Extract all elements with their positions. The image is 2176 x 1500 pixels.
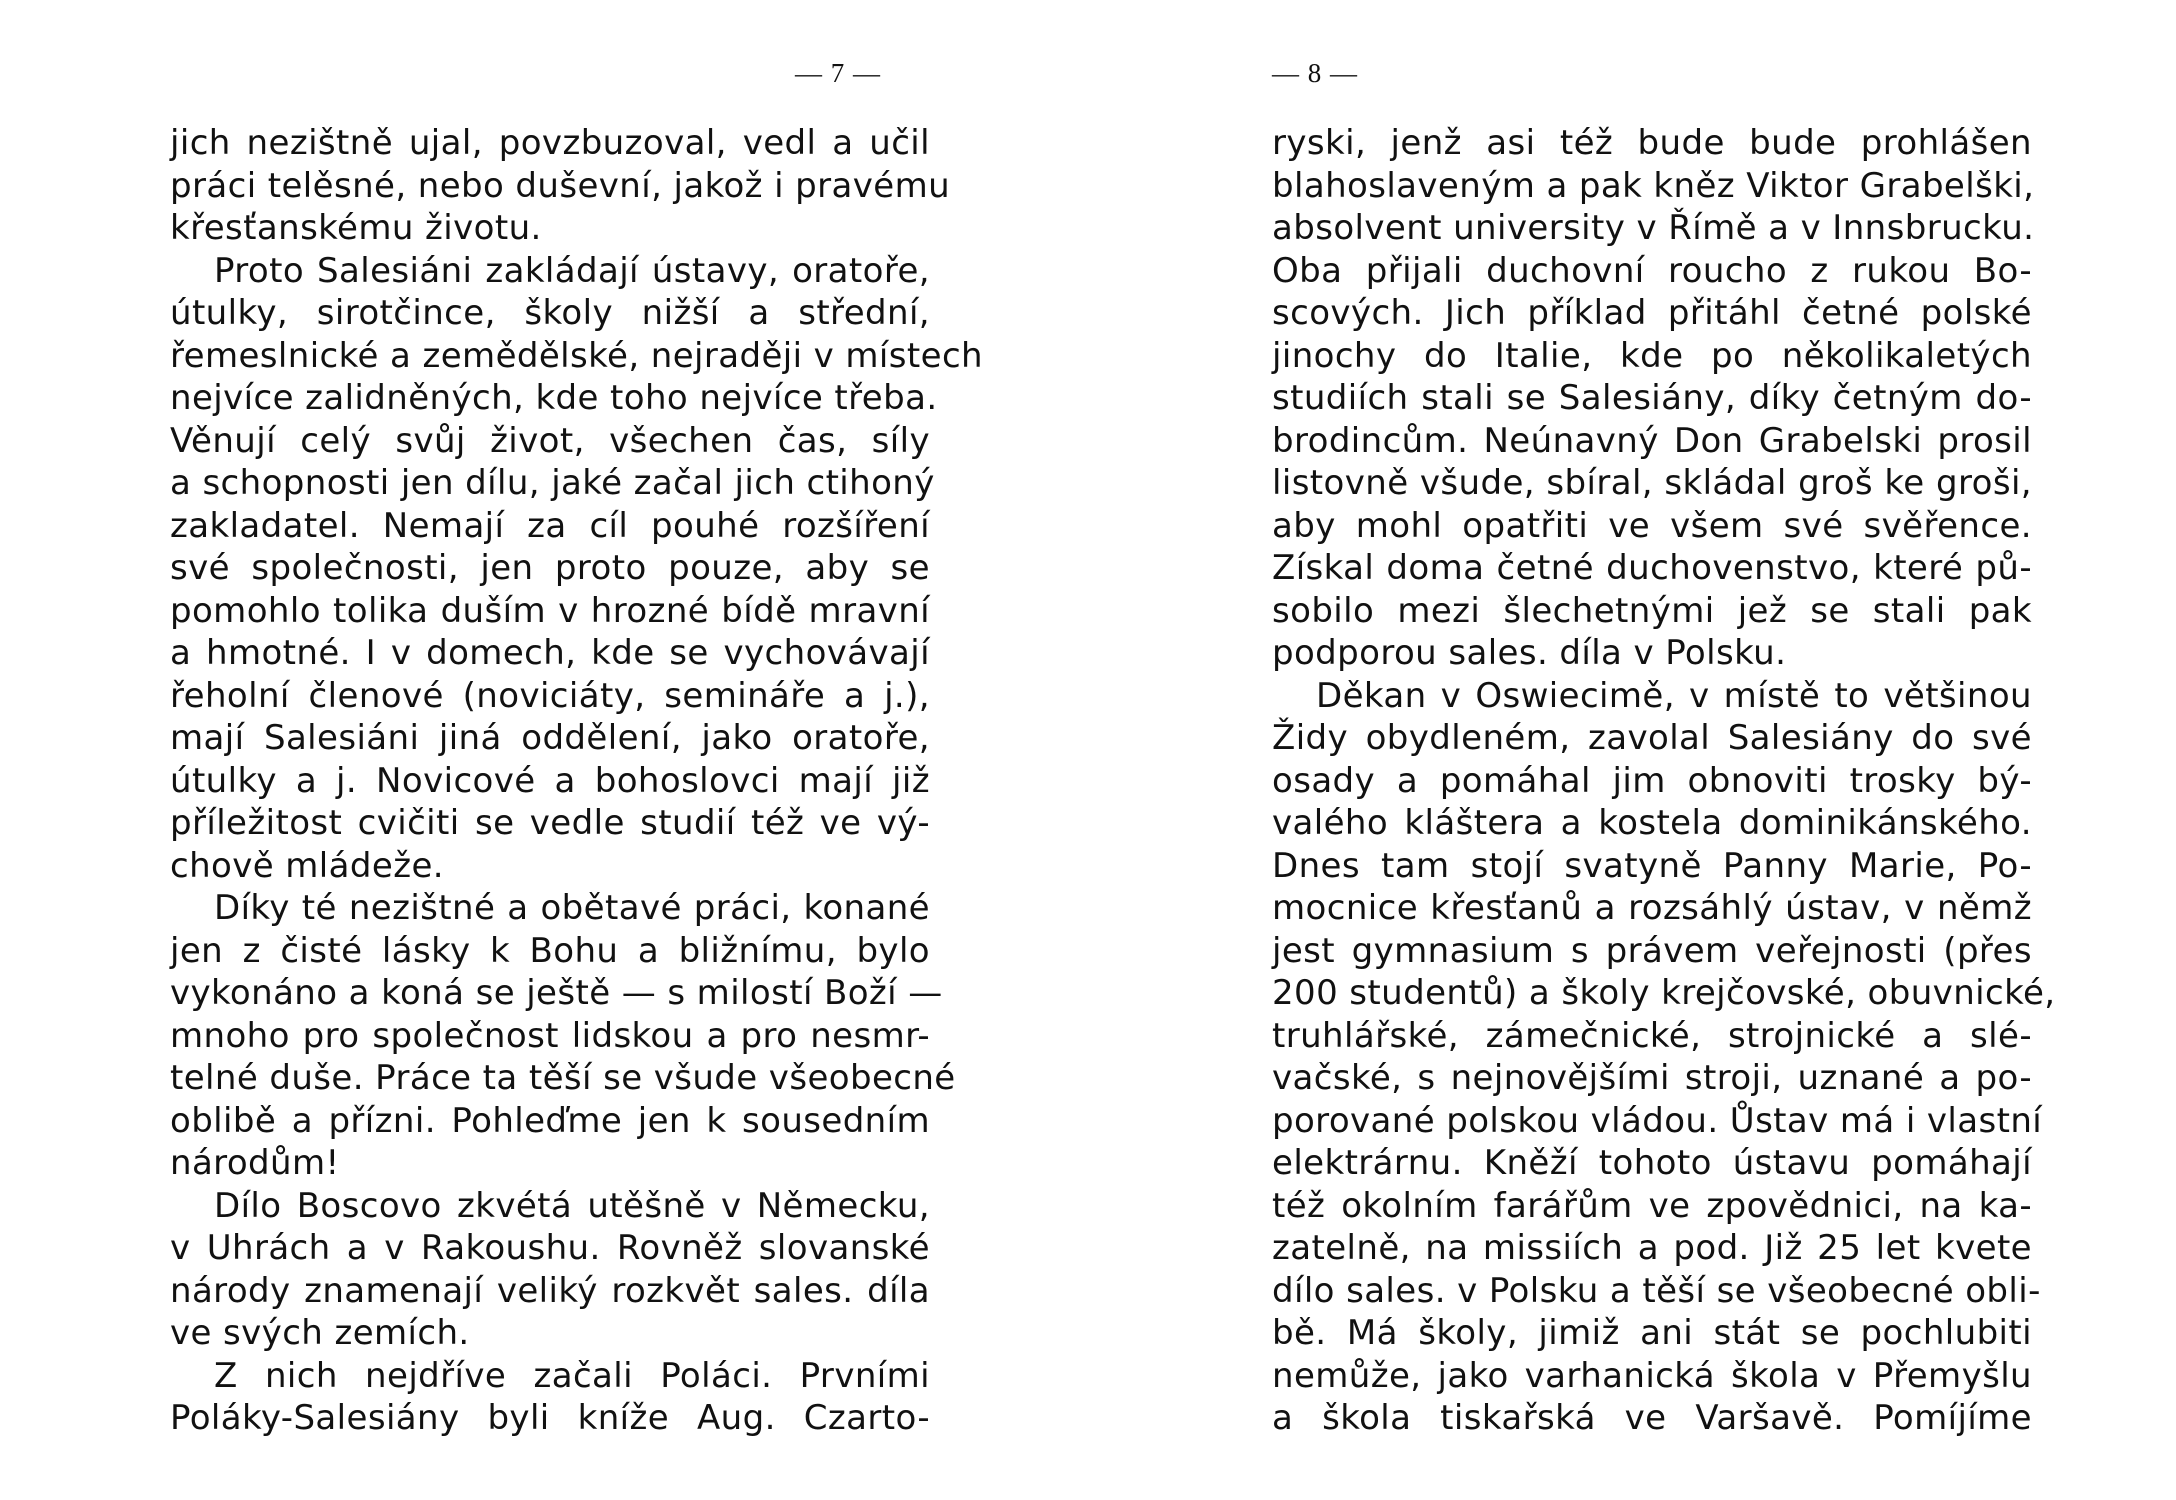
text-line: práci telěsné, nebo duševní, jakož i pravému [170, 165, 951, 206]
text-line: Oba přijali duchovní roucho z rukou Bo- [1272, 250, 2032, 291]
text-line: a schopnosti jen dílu, jaké začal jich ctihoný [170, 463, 935, 503]
text-line: Poláky-Salesiány byli kníže Aug. Czarto- [170, 1398, 930, 1438]
text-line: blahoslaveným a pak kněz Viktor Grabelški, [1272, 165, 2035, 206]
text-line: studiích stali se Salesiány, díky četným do- [1272, 378, 2032, 418]
text-line: listovně všude, sbíral, skládal groš ke groši, [1272, 463, 2032, 503]
page-text [1272, 122, 2056, 1440]
text-line: zakladatel. Nemají za cíl pouhé rozšíření [170, 505, 930, 546]
text-line: telné duše. Práce ta těší se všude všeobecné [170, 1058, 956, 1098]
text-line: vačské, s nejnovějšími stroji, uznané a po- [1272, 1058, 2032, 1098]
text-line: ve svých zemích. [170, 1313, 470, 1353]
left-page [170, 0, 983, 1500]
text-line: vykonáno a koná se ještě — s milostí Boží — [170, 973, 943, 1013]
text-line: nejvíce zalidněných, kde toho nejvíce třeba. [170, 378, 938, 418]
text-line: Proto Salesiáni zakládají ústavy, oratoře, [214, 250, 930, 291]
text-line: národům! [170, 1143, 340, 1183]
text-line: porované polskou vládou. Ůstav má i vlastní [1272, 1100, 2043, 1141]
text-line: Díky té nezištné a obětavé práci, konané [214, 888, 930, 928]
text-line: své společnosti, jen proto pouze, aby se [170, 548, 930, 588]
text-line: absolvent university v Římě a v Innsbrucku. [1272, 208, 2035, 248]
text-line: Věnují celý svůj život, všechen čas, síly [170, 420, 930, 461]
right-page [1272, 0, 2056, 1500]
text-line: též okolním farářům ve zpovědnici, na ka- [1272, 1185, 2032, 1226]
text-line: útulky, sirotčince, školy nižší a střední, [170, 293, 930, 333]
page-number: — 7 — [795, 58, 881, 88]
page-text [170, 122, 983, 1440]
text-line: jen z čisté lásky k Bohu a bližnímu, bylo [170, 930, 930, 971]
text-line: elektrárnu. Kněží tohoto ústavu pomáhají [1272, 1143, 2032, 1183]
text-line: ryski, jenž asi též bude bude prohlášen [1272, 123, 2032, 163]
text-line: jest gymnasium s právem veřejnosti (přes [1272, 930, 2032, 971]
text-line: nemůže, jako varhanická škola v Přemyšlu [1272, 1355, 2032, 1396]
text-line: mocnice křesťanů a rozsáhlý ústav, v němž [1272, 888, 2032, 928]
text-line: mnoho pro společnost lidskou a pro nesmr- [170, 1015, 930, 1056]
text-line: v Uhrách a v Rakoushu. Rovněž slovanské [170, 1228, 930, 1268]
text-line: pomohlo tolika duším v hrozné bídě mravní [170, 590, 930, 631]
text-line: Židy obydleném, zavolal Salesiány do své [1272, 718, 2032, 758]
text-line: a hmotné. I v domech, kde se vychovávají [170, 633, 930, 673]
text-line: aby mohl opatřiti ve všem své svěřence. [1272, 505, 2032, 546]
text-line: příležitost cvičiti se vedle studií též ve vý- [170, 803, 930, 843]
text-line: brodincům. Neúnavný Don Grabelski prosil [1272, 420, 2032, 461]
text-line: podporou sales. díla v Polsku. [1272, 633, 1787, 673]
text-line: valého kláštera a kostela dominikánského. [1272, 803, 2032, 843]
text-line: Z nich nejdříve začali Poláci. Prvními [214, 1355, 930, 1396]
text-line: řeholní členové (noviciáty, semináře a j.), [170, 675, 930, 716]
text-line: Děkan v Oswiecimě, v místě to většinou [1316, 675, 2032, 716]
text-line: bě. Má školy, jimiž ani stát se pochlubiti [1272, 1313, 2032, 1353]
text-line: Dnes tam stojí svatyně Panny Marie, Po- [1272, 845, 2032, 886]
text-line: Dílo Boscovo zkvétá utěšně v Německu, [214, 1185, 930, 1226]
text-line: a škola tiskařská ve Varšavě. Pomíjíme [1272, 1398, 2032, 1438]
text-line: zatelně, na missiích a pod. Již 25 let kvete [1272, 1228, 2032, 1268]
text-line: řemeslnické a zemědělské, nejraději v místech [170, 335, 983, 376]
text-line: útulky a j. Novicové a bohoslovci mají již [170, 760, 930, 801]
text-line: národy znamenají veliký rozkvět sales. díla [170, 1270, 930, 1311]
text-line: 200 studentů) a školy krejčovské, obuvnické, [1272, 973, 2056, 1013]
text-line: křesťanskému životu. [170, 208, 542, 248]
text-line: oblibě a přízni. Pohleďme jen k sousedním [170, 1100, 930, 1141]
text-line: jich nezištně ujal, povzbuzoval, vedl a učil [170, 123, 930, 163]
text-line: mají Salesiáni jiná oddělení, jako oratoře, [170, 718, 930, 758]
text-line: chově mládeže. [170, 845, 444, 886]
text-line: scových. Jich příklad přitáhl četné polské [1272, 293, 2032, 333]
text-line: Získal doma četné duchovenstvo, které pů- [1272, 548, 2032, 588]
text-line: jinochy do Italie, kde po několikaletých [1272, 335, 2032, 376]
text-line: sobilo mezi šlechetnými jež se stali pak [1272, 590, 2032, 631]
text-line: truhlářské, zámečnické, strojnické a slé- [1272, 1015, 2032, 1056]
text-line: osady a pomáhal jim obnoviti trosky bý- [1272, 760, 2032, 801]
page-number: — 8 — [1272, 58, 1358, 88]
text-line: dílo sales. v Polsku a těší se všeobecné obli- [1272, 1270, 2041, 1311]
